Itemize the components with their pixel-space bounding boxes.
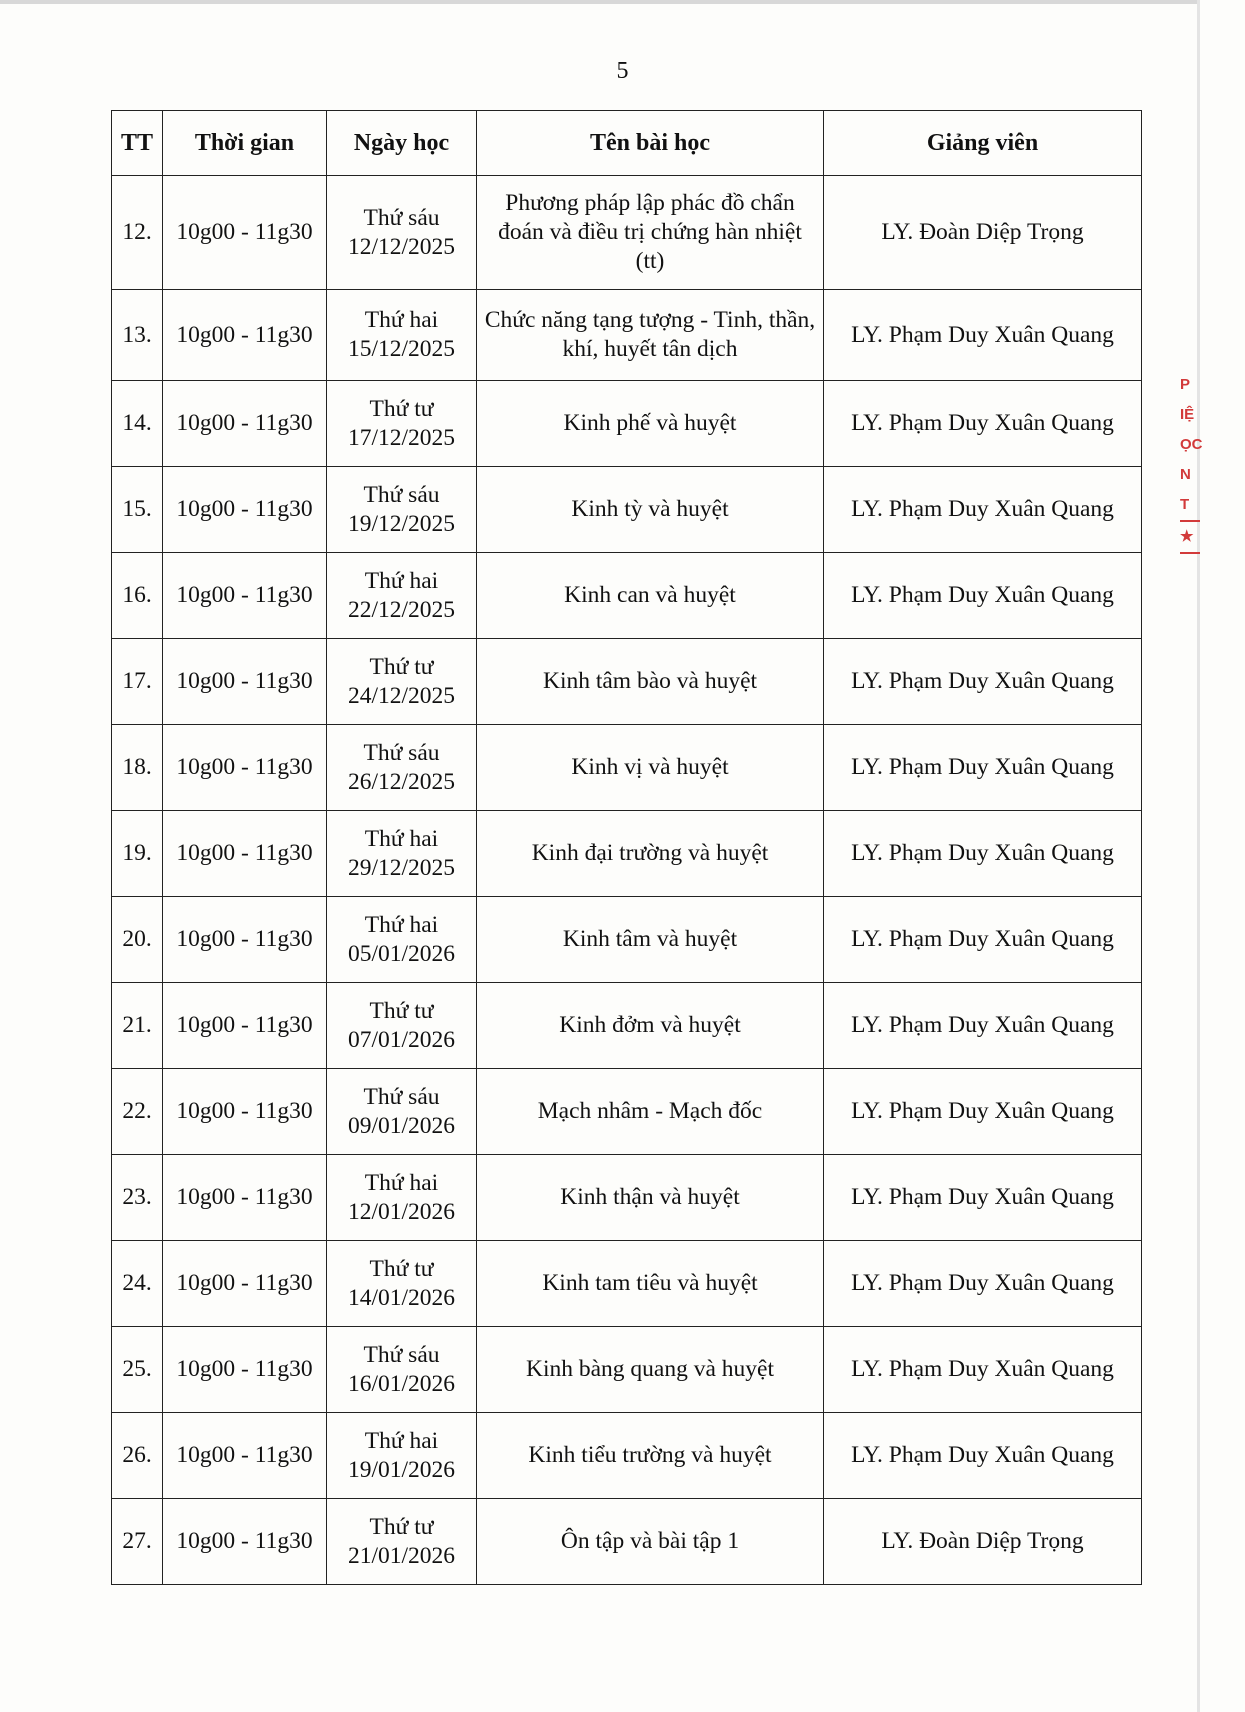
cell-teacher: LY. Phạm Duy Xuân Quang bbox=[824, 381, 1142, 467]
cell-date: 21/01/2026 bbox=[347, 1542, 456, 1569]
cell-time: 10g00 - 11g30 bbox=[163, 897, 327, 983]
cell-lesson: Phương pháp lập phác đồ chẩn đoán và điều trị chứng hàn nhiệt (tt) bbox=[477, 176, 824, 290]
cell-weekday: Thứ tư bbox=[369, 997, 434, 1024]
table-row bbox=[112, 1069, 1142, 1155]
scan-edge-top bbox=[0, 0, 1200, 4]
cell-time: 10g00 - 11g30 bbox=[163, 381, 327, 467]
cell-teacher: LY. Phạm Duy Xuân Quang bbox=[824, 639, 1142, 725]
cell-teacher: LY. Phạm Duy Xuân Quang bbox=[824, 1155, 1142, 1241]
table-row bbox=[112, 725, 1142, 811]
cell-day bbox=[327, 983, 477, 1069]
cell-time: 10g00 - 11g30 bbox=[163, 639, 327, 725]
stamp-line: N T bbox=[1180, 466, 1191, 513]
table-row bbox=[112, 381, 1142, 467]
cell-tt: 21. bbox=[112, 983, 163, 1069]
cell-day bbox=[327, 639, 477, 725]
cell-tt: 16. bbox=[112, 553, 163, 639]
cell-teacher: LY. Phạm Duy Xuân Quang bbox=[824, 467, 1142, 553]
cell-lesson: Ôn tập và bài tập 1 bbox=[477, 1499, 824, 1585]
schedule-table bbox=[111, 110, 1142, 1585]
cell-date: 24/12/2025 bbox=[347, 682, 456, 709]
table-row bbox=[112, 176, 1142, 290]
cell-teacher: LY. Phạm Duy Xuân Quang bbox=[824, 1413, 1142, 1499]
header-tt: TT bbox=[112, 111, 163, 176]
page-number: 5 bbox=[616, 58, 629, 84]
cell-day bbox=[327, 1413, 477, 1499]
stamp-star-icon: ★ bbox=[1180, 520, 1200, 554]
cell-lesson: Mạch nhâm - Mạch đốc bbox=[477, 1069, 824, 1155]
cell-day bbox=[327, 811, 477, 897]
cell-date: 12/12/2025 bbox=[347, 233, 456, 260]
table-row bbox=[112, 290, 1142, 381]
table-header-row bbox=[112, 111, 1142, 176]
cell-lesson: Kinh tiểu trường và huyệt bbox=[477, 1413, 824, 1499]
cell-date: 29/12/2025 bbox=[347, 854, 456, 881]
cell-date: 14/01/2026 bbox=[347, 1284, 456, 1311]
cell-lesson: Kinh bàng quang và huyệt bbox=[477, 1327, 824, 1413]
cell-teacher: LY. Đoàn Diệp Trọng bbox=[824, 176, 1142, 290]
cell-day bbox=[327, 1499, 477, 1585]
cell-tt: 18. bbox=[112, 725, 163, 811]
cell-time: 10g00 - 11g30 bbox=[163, 811, 327, 897]
cell-lesson: Kinh tỳ và huyệt bbox=[477, 467, 824, 553]
cell-teacher: LY. Phạm Duy Xuân Quang bbox=[824, 725, 1142, 811]
cell-teacher: LY. Phạm Duy Xuân Quang bbox=[824, 897, 1142, 983]
cell-teacher: LY. Phạm Duy Xuân Quang bbox=[824, 1069, 1142, 1155]
cell-tt: 15. bbox=[112, 467, 163, 553]
table-row bbox=[112, 811, 1142, 897]
table-row bbox=[112, 1499, 1142, 1585]
cell-time: 10g00 - 11g30 bbox=[163, 725, 327, 811]
cell-time: 10g00 - 11g30 bbox=[163, 553, 327, 639]
cell-lesson: Kinh vị và huyệt bbox=[477, 725, 824, 811]
cell-date: 17/12/2025 bbox=[347, 424, 456, 451]
scan-edge-right bbox=[1197, 0, 1200, 1712]
table-row bbox=[112, 1327, 1142, 1413]
cell-day bbox=[327, 290, 477, 381]
cell-weekday: Thứ hai bbox=[364, 1169, 439, 1196]
cell-weekday: Thứ hai bbox=[364, 567, 439, 594]
table-row bbox=[112, 983, 1142, 1069]
stamp-line: ỌC bbox=[1180, 436, 1203, 453]
cell-day bbox=[327, 553, 477, 639]
cell-time: 10g00 - 11g30 bbox=[163, 1155, 327, 1241]
table-row bbox=[112, 897, 1142, 983]
cell-weekday: Thứ hai bbox=[364, 1427, 439, 1454]
cell-time: 10g00 - 11g30 bbox=[163, 467, 327, 553]
cell-time: 10g00 - 11g30 bbox=[163, 983, 327, 1069]
header-day: Ngày học bbox=[327, 111, 477, 176]
table-row bbox=[112, 639, 1142, 725]
cell-date: 09/01/2026 bbox=[347, 1112, 456, 1139]
cell-tt: 19. bbox=[112, 811, 163, 897]
cell-weekday: Thứ tư bbox=[369, 395, 434, 422]
cell-weekday: Thứ sáu bbox=[363, 1083, 440, 1110]
cell-lesson: Kinh thận và huyệt bbox=[477, 1155, 824, 1241]
header-lesson: Tên bài học bbox=[477, 111, 824, 176]
cell-lesson: Kinh đởm và huyệt bbox=[477, 983, 824, 1069]
stamp-line: IỆ bbox=[1180, 406, 1195, 423]
table-row bbox=[112, 1413, 1142, 1499]
cell-teacher: LY. Đoàn Diệp Trọng bbox=[824, 1499, 1142, 1585]
cell-lesson: Kinh tâm bào và huyệt bbox=[477, 639, 824, 725]
cell-lesson: Kinh phế và huyệt bbox=[477, 381, 824, 467]
cell-time: 10g00 - 11g30 bbox=[163, 1499, 327, 1585]
cell-tt: 12. bbox=[112, 176, 163, 290]
cell-date: 05/01/2026 bbox=[347, 940, 456, 967]
cell-weekday: Thứ tư bbox=[369, 1255, 434, 1282]
cell-date: 16/01/2026 bbox=[347, 1370, 456, 1397]
header-time: Thời gian bbox=[163, 111, 327, 176]
cell-teacher: LY. Phạm Duy Xuân Quang bbox=[824, 290, 1142, 381]
cell-date: 19/12/2025 bbox=[347, 510, 456, 537]
cell-date: 07/01/2026 bbox=[347, 1026, 456, 1053]
cell-weekday: Thứ hai bbox=[364, 825, 439, 852]
cell-day bbox=[327, 1069, 477, 1155]
cell-time: 10g00 - 11g30 bbox=[163, 1069, 327, 1155]
cell-day bbox=[327, 381, 477, 467]
cell-weekday: Thứ sáu bbox=[363, 739, 440, 766]
cell-day bbox=[327, 1327, 477, 1413]
cell-tt: 22. bbox=[112, 1069, 163, 1155]
table-row bbox=[112, 1241, 1142, 1327]
table-row bbox=[112, 467, 1142, 553]
cell-weekday: Thứ tư bbox=[369, 653, 434, 680]
cell-tt: 27. bbox=[112, 1499, 163, 1585]
cell-day bbox=[327, 1241, 477, 1327]
cell-weekday: Thứ sáu bbox=[363, 481, 440, 508]
cell-day bbox=[327, 467, 477, 553]
cell-weekday: Thứ sáu bbox=[363, 1341, 440, 1368]
cell-time: 10g00 - 11g30 bbox=[163, 176, 327, 290]
cell-lesson: Kinh can và huyệt bbox=[477, 553, 824, 639]
table-row bbox=[112, 1155, 1142, 1241]
cell-tt: 17. bbox=[112, 639, 163, 725]
cell-tt: 20. bbox=[112, 897, 163, 983]
cell-date: 26/12/2025 bbox=[347, 768, 456, 795]
cell-teacher: LY. Phạm Duy Xuân Quang bbox=[824, 553, 1142, 639]
stamp-line: P bbox=[1180, 376, 1191, 393]
cell-day bbox=[327, 176, 477, 290]
cell-tt: 25. bbox=[112, 1327, 163, 1413]
cell-teacher: LY. Phạm Duy Xuân Quang bbox=[824, 1327, 1142, 1413]
cell-day bbox=[327, 897, 477, 983]
cell-lesson: Chức năng tạng tượng - Tinh, thần, khí, huyết tân dịch bbox=[477, 290, 824, 381]
cell-date: 12/01/2026 bbox=[347, 1198, 456, 1225]
cell-teacher: LY. Phạm Duy Xuân Quang bbox=[824, 811, 1142, 897]
cell-tt: 14. bbox=[112, 381, 163, 467]
cell-time: 10g00 - 11g30 bbox=[163, 290, 327, 381]
cell-teacher: LY. Phạm Duy Xuân Quang bbox=[824, 1241, 1142, 1327]
cell-weekday: Thứ hai bbox=[364, 911, 439, 938]
cell-lesson: Kinh tâm và huyệt bbox=[477, 897, 824, 983]
cell-lesson: Kinh tam tiêu và huyệt bbox=[477, 1241, 824, 1327]
cell-tt: 26. bbox=[112, 1413, 163, 1499]
cell-date: 15/12/2025 bbox=[347, 336, 456, 362]
cell-weekday: Thứ hai bbox=[364, 307, 439, 333]
red-stamp-fragment bbox=[1180, 370, 1203, 560]
cell-time: 10g00 - 11g30 bbox=[163, 1413, 327, 1499]
cell-tt: 24. bbox=[112, 1241, 163, 1327]
cell-time: 10g00 - 11g30 bbox=[163, 1241, 327, 1327]
cell-date: 19/01/2026 bbox=[347, 1456, 456, 1483]
cell-weekday: Thứ tư bbox=[369, 1513, 434, 1540]
cell-tt: 23. bbox=[112, 1155, 163, 1241]
cell-lesson: Kinh đại trường và huyệt bbox=[477, 811, 824, 897]
cell-day bbox=[327, 1155, 477, 1241]
cell-teacher: LY. Phạm Duy Xuân Quang bbox=[824, 983, 1142, 1069]
cell-time: 10g00 - 11g30 bbox=[163, 1327, 327, 1413]
header-teacher: Giảng viên bbox=[824, 111, 1142, 176]
cell-date: 22/12/2025 bbox=[347, 596, 456, 623]
table-row bbox=[112, 553, 1142, 639]
cell-weekday: Thứ sáu bbox=[363, 204, 440, 231]
cell-day bbox=[327, 725, 477, 811]
cell-tt: 13. bbox=[112, 290, 163, 381]
